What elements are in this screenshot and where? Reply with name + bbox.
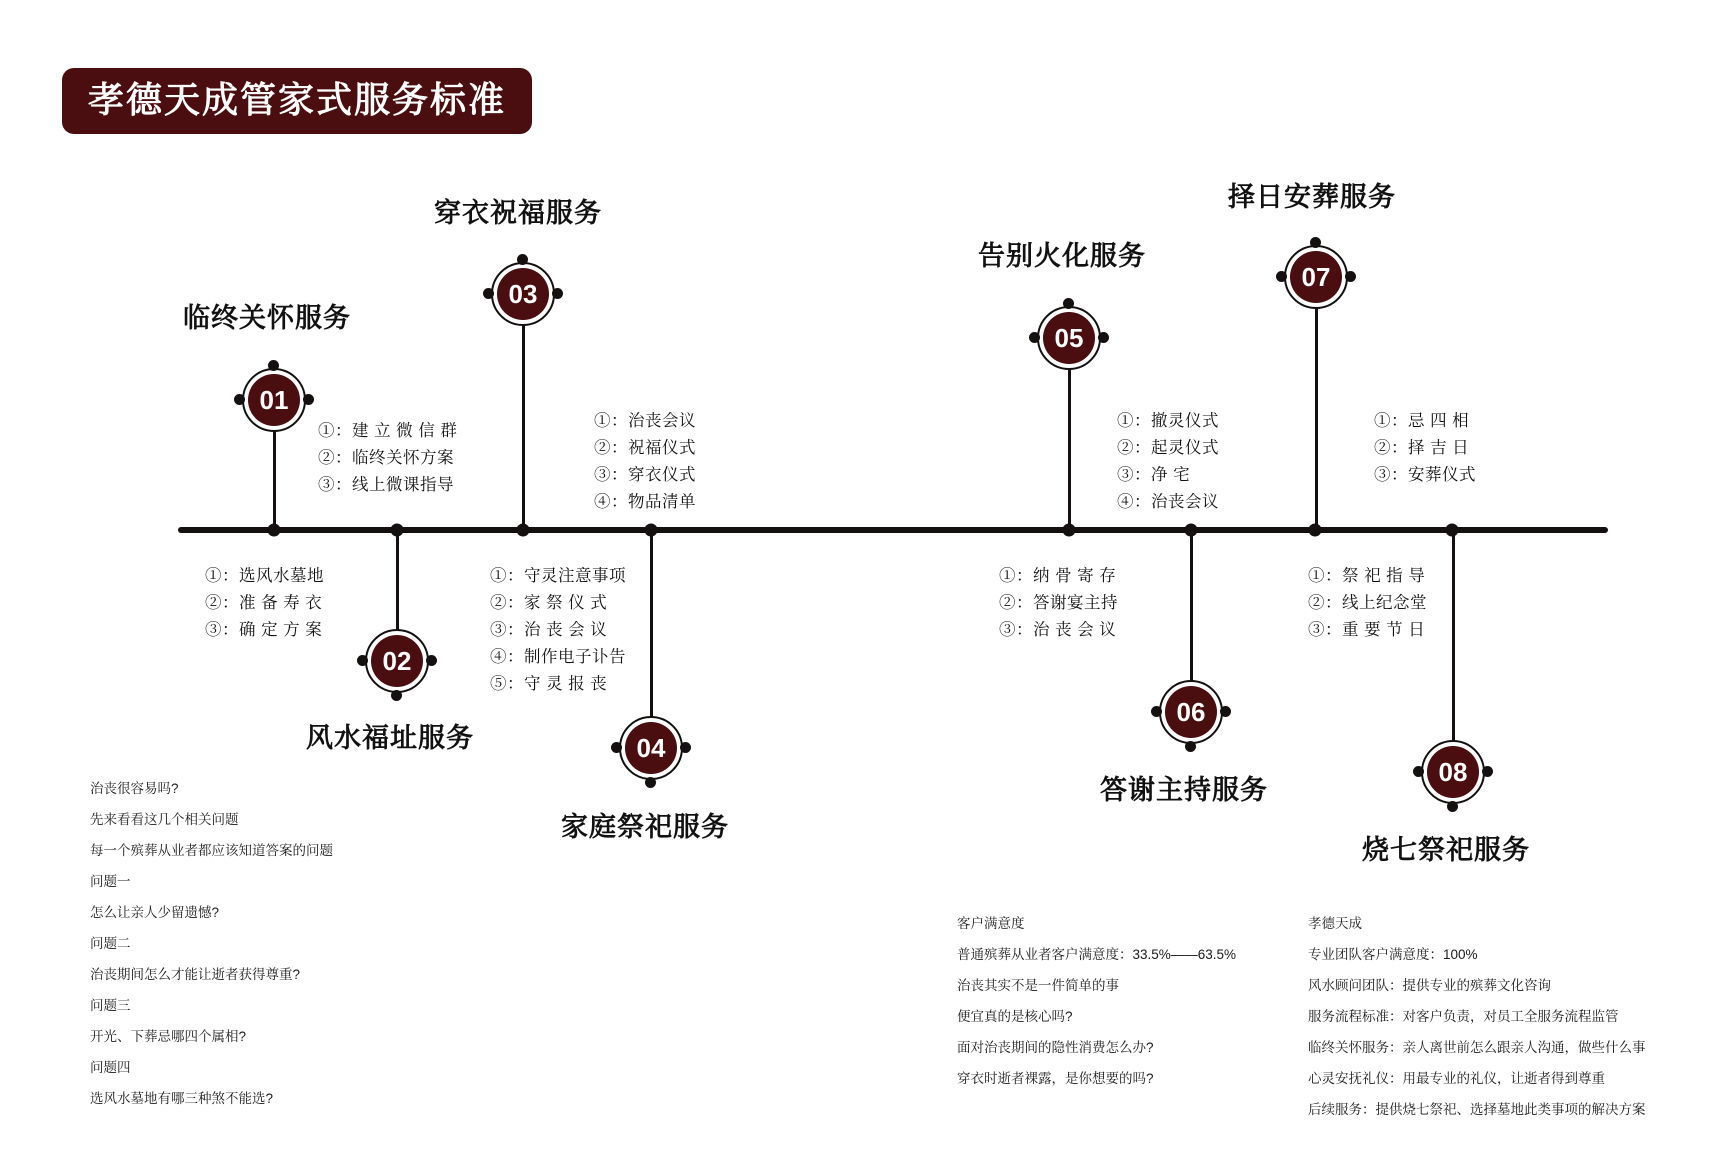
timeline-node-03[interactable] bbox=[491, 262, 555, 326]
stage-item: ③：安葬仪式 bbox=[1374, 466, 1476, 484]
node-satellite-right-04 bbox=[680, 742, 691, 753]
connector-08 bbox=[1452, 530, 1455, 770]
question-line: 开光、下葬忌哪四个属相? bbox=[90, 1029, 247, 1044]
node-satellite-right-01 bbox=[303, 394, 314, 405]
company-line: 心灵安抚礼仪：用最专业的礼仪，让逝者得到尊重 bbox=[1308, 1071, 1605, 1086]
stage-items-08 bbox=[1308, 563, 1427, 644]
stage-title-02: 风水福址服务 bbox=[306, 723, 474, 753]
company-line: 专业团队客户满意度：100% bbox=[1308, 947, 1478, 962]
node-satellite-left-02 bbox=[357, 655, 368, 666]
stage-item: ②：起灵仪式 bbox=[1117, 439, 1219, 457]
node-number-01: 01 bbox=[248, 374, 300, 426]
node-satellite-right-06 bbox=[1220, 706, 1231, 717]
timeline-axis bbox=[178, 527, 1608, 533]
node-satellite-left-05 bbox=[1029, 332, 1040, 343]
stage-title-07: 择日安葬服务 bbox=[1228, 182, 1396, 212]
node-number-06: 06 bbox=[1165, 686, 1217, 738]
page-title: 孝德天成管家式服务标准 bbox=[62, 68, 532, 134]
stage-item: ①：选风水墓地 bbox=[205, 567, 324, 585]
question-line: 每一个殡葬从业者都应该知道答案的问题 bbox=[90, 843, 333, 858]
stage-items-01 bbox=[318, 418, 457, 499]
node-number-08: 08 bbox=[1427, 746, 1479, 798]
question-line: 问题二 bbox=[90, 936, 131, 951]
node-satellite-right-08 bbox=[1482, 766, 1493, 777]
node-satellite-top-05 bbox=[1063, 298, 1074, 309]
node-satellite-right-05 bbox=[1098, 332, 1109, 343]
satisfaction-line: 客户满意度 bbox=[957, 916, 1025, 931]
node-satellite-right-02 bbox=[426, 655, 437, 666]
stage-items-03 bbox=[594, 408, 696, 516]
stage-item: ③：确 定 方 案 bbox=[205, 621, 323, 639]
stage-items-05 bbox=[1117, 408, 1219, 516]
stage-item: ②：线上纪念堂 bbox=[1308, 594, 1427, 612]
node-satellite-left-03 bbox=[483, 288, 494, 299]
satisfaction-block bbox=[957, 908, 1236, 1094]
satisfaction-line: 治丧其实不是一件简单的事 bbox=[957, 978, 1119, 993]
node-number-03: 03 bbox=[497, 268, 549, 320]
stage-items-04 bbox=[490, 563, 626, 698]
question-line: 问题一 bbox=[90, 874, 131, 889]
company-line: 后续服务：提供烧七祭祀、选择墓地此类事项的解决方案 bbox=[1308, 1102, 1646, 1117]
timeline-node-01[interactable] bbox=[242, 368, 306, 432]
node-satellite-bottom-08 bbox=[1447, 801, 1458, 812]
connector-04 bbox=[650, 530, 653, 745]
stage-item: ②：祝福仪式 bbox=[594, 439, 696, 457]
stage-item: ⑤：守 灵 报 丧 bbox=[490, 675, 608, 693]
stage-title-05: 告别火化服务 bbox=[978, 241, 1146, 271]
satisfaction-line: 穿衣时逝者裸露，是你想要的吗? bbox=[957, 1071, 1154, 1086]
stage-item: ③：净 宅 bbox=[1117, 466, 1191, 484]
stage-item: ④：治丧会议 bbox=[1117, 493, 1219, 511]
stage-item: ③：重 要 节 日 bbox=[1308, 621, 1426, 639]
stage-item: ②：答谢宴主持 bbox=[999, 594, 1118, 612]
company-block bbox=[1308, 908, 1646, 1125]
node-satellite-left-06 bbox=[1151, 706, 1162, 717]
questions-block bbox=[90, 773, 333, 1114]
satisfaction-line: 面对治丧期间的隐性消费怎么办? bbox=[957, 1040, 1154, 1055]
node-satellite-bottom-02 bbox=[391, 690, 402, 701]
question-line: 先来看看这几个相关问题 bbox=[90, 812, 239, 827]
stage-item: ②：临终关怀方案 bbox=[318, 449, 454, 467]
company-line: 服务流程标准：对客户负责，对员工全服务流程监管 bbox=[1308, 1009, 1619, 1024]
stage-item: ③：穿衣仪式 bbox=[594, 466, 696, 484]
company-line: 临终关怀服务：亲人离世前怎么跟亲人沟通，做些什么事 bbox=[1308, 1040, 1646, 1055]
stage-item: ②：择 吉 日 bbox=[1374, 439, 1470, 457]
node-satellite-top-03 bbox=[517, 254, 528, 265]
node-satellite-right-07 bbox=[1345, 271, 1356, 282]
question-line: 治丧很容易吗? bbox=[90, 781, 179, 796]
question-line: 治丧期间怎么才能让逝者获得尊重? bbox=[90, 967, 301, 982]
stage-item: ④：物品清单 bbox=[594, 493, 696, 511]
timeline-node-06[interactable] bbox=[1159, 680, 1223, 744]
node-satellite-top-07 bbox=[1310, 237, 1321, 248]
timeline-node-04[interactable] bbox=[619, 716, 683, 780]
stage-item: ①：祭 祀 指 导 bbox=[1308, 567, 1426, 585]
connector-07 bbox=[1315, 277, 1318, 530]
node-satellite-left-08 bbox=[1413, 766, 1424, 777]
stage-title-04: 家庭祭祀服务 bbox=[561, 812, 729, 842]
question-line: 选风水墓地有哪三种煞不能选? bbox=[90, 1091, 274, 1106]
satisfaction-line: 普通殡葬从业者客户满意度：33.5%——63.5% bbox=[957, 947, 1237, 962]
node-satellite-right-03 bbox=[552, 288, 563, 299]
stage-items-07 bbox=[1374, 408, 1476, 489]
timeline-node-08[interactable] bbox=[1421, 740, 1485, 804]
node-satellite-left-07 bbox=[1276, 271, 1287, 282]
stage-item: ①：建 立 微 信 群 bbox=[318, 422, 458, 440]
node-satellite-top-01 bbox=[268, 360, 279, 371]
timeline-node-02[interactable] bbox=[365, 629, 429, 693]
stage-item: ②：家 祭 仪 式 bbox=[490, 594, 608, 612]
stage-item: ③：治 丧 会 议 bbox=[490, 621, 608, 639]
node-number-05: 05 bbox=[1043, 312, 1095, 364]
satisfaction-line: 便宜真的是核心吗? bbox=[957, 1009, 1073, 1024]
stage-item: ③：治 丧 会 议 bbox=[999, 621, 1117, 639]
stage-item: ④：制作电子讣告 bbox=[490, 648, 626, 666]
node-satellite-bottom-06 bbox=[1185, 741, 1196, 752]
company-line: 孝德天成 bbox=[1308, 916, 1362, 931]
stage-item: ①：守灵注意事项 bbox=[490, 567, 626, 585]
company-line: 风水顾问团队：提供专业的殡葬文化咨询 bbox=[1308, 978, 1551, 993]
node-satellite-left-04 bbox=[611, 742, 622, 753]
stage-items-02 bbox=[205, 563, 324, 644]
node-satellite-left-01 bbox=[234, 394, 245, 405]
stage-item: ①：撤灵仪式 bbox=[1117, 412, 1219, 430]
question-line: 问题三 bbox=[90, 998, 131, 1013]
stage-title-03: 穿衣祝福服务 bbox=[434, 198, 602, 228]
stage-item: ③：线上微课指导 bbox=[318, 476, 454, 494]
question-line: 怎么让亲人少留遗憾? bbox=[90, 905, 220, 920]
stage-item: ①：忌 四 相 bbox=[1374, 412, 1470, 430]
stage-title-08: 烧七祭祀服务 bbox=[1362, 835, 1530, 865]
question-line: 问题四 bbox=[90, 1060, 131, 1075]
stage-title-06: 答谢主持服务 bbox=[1100, 775, 1268, 805]
node-number-04: 04 bbox=[625, 722, 677, 774]
connector-03 bbox=[522, 294, 525, 530]
stage-item: ②：准 备 寿 衣 bbox=[205, 594, 323, 612]
timeline-node-05[interactable] bbox=[1037, 306, 1101, 370]
timeline-node-07[interactable] bbox=[1284, 245, 1348, 309]
stage-item: ①：治丧会议 bbox=[594, 412, 696, 430]
stage-items-06 bbox=[999, 563, 1118, 644]
stage-item: ①：纳 骨 寄 存 bbox=[999, 567, 1117, 585]
node-number-07: 07 bbox=[1290, 251, 1342, 303]
node-number-02: 02 bbox=[371, 635, 423, 687]
node-satellite-bottom-04 bbox=[645, 777, 656, 788]
stage-title-01: 临终关怀服务 bbox=[183, 303, 351, 333]
